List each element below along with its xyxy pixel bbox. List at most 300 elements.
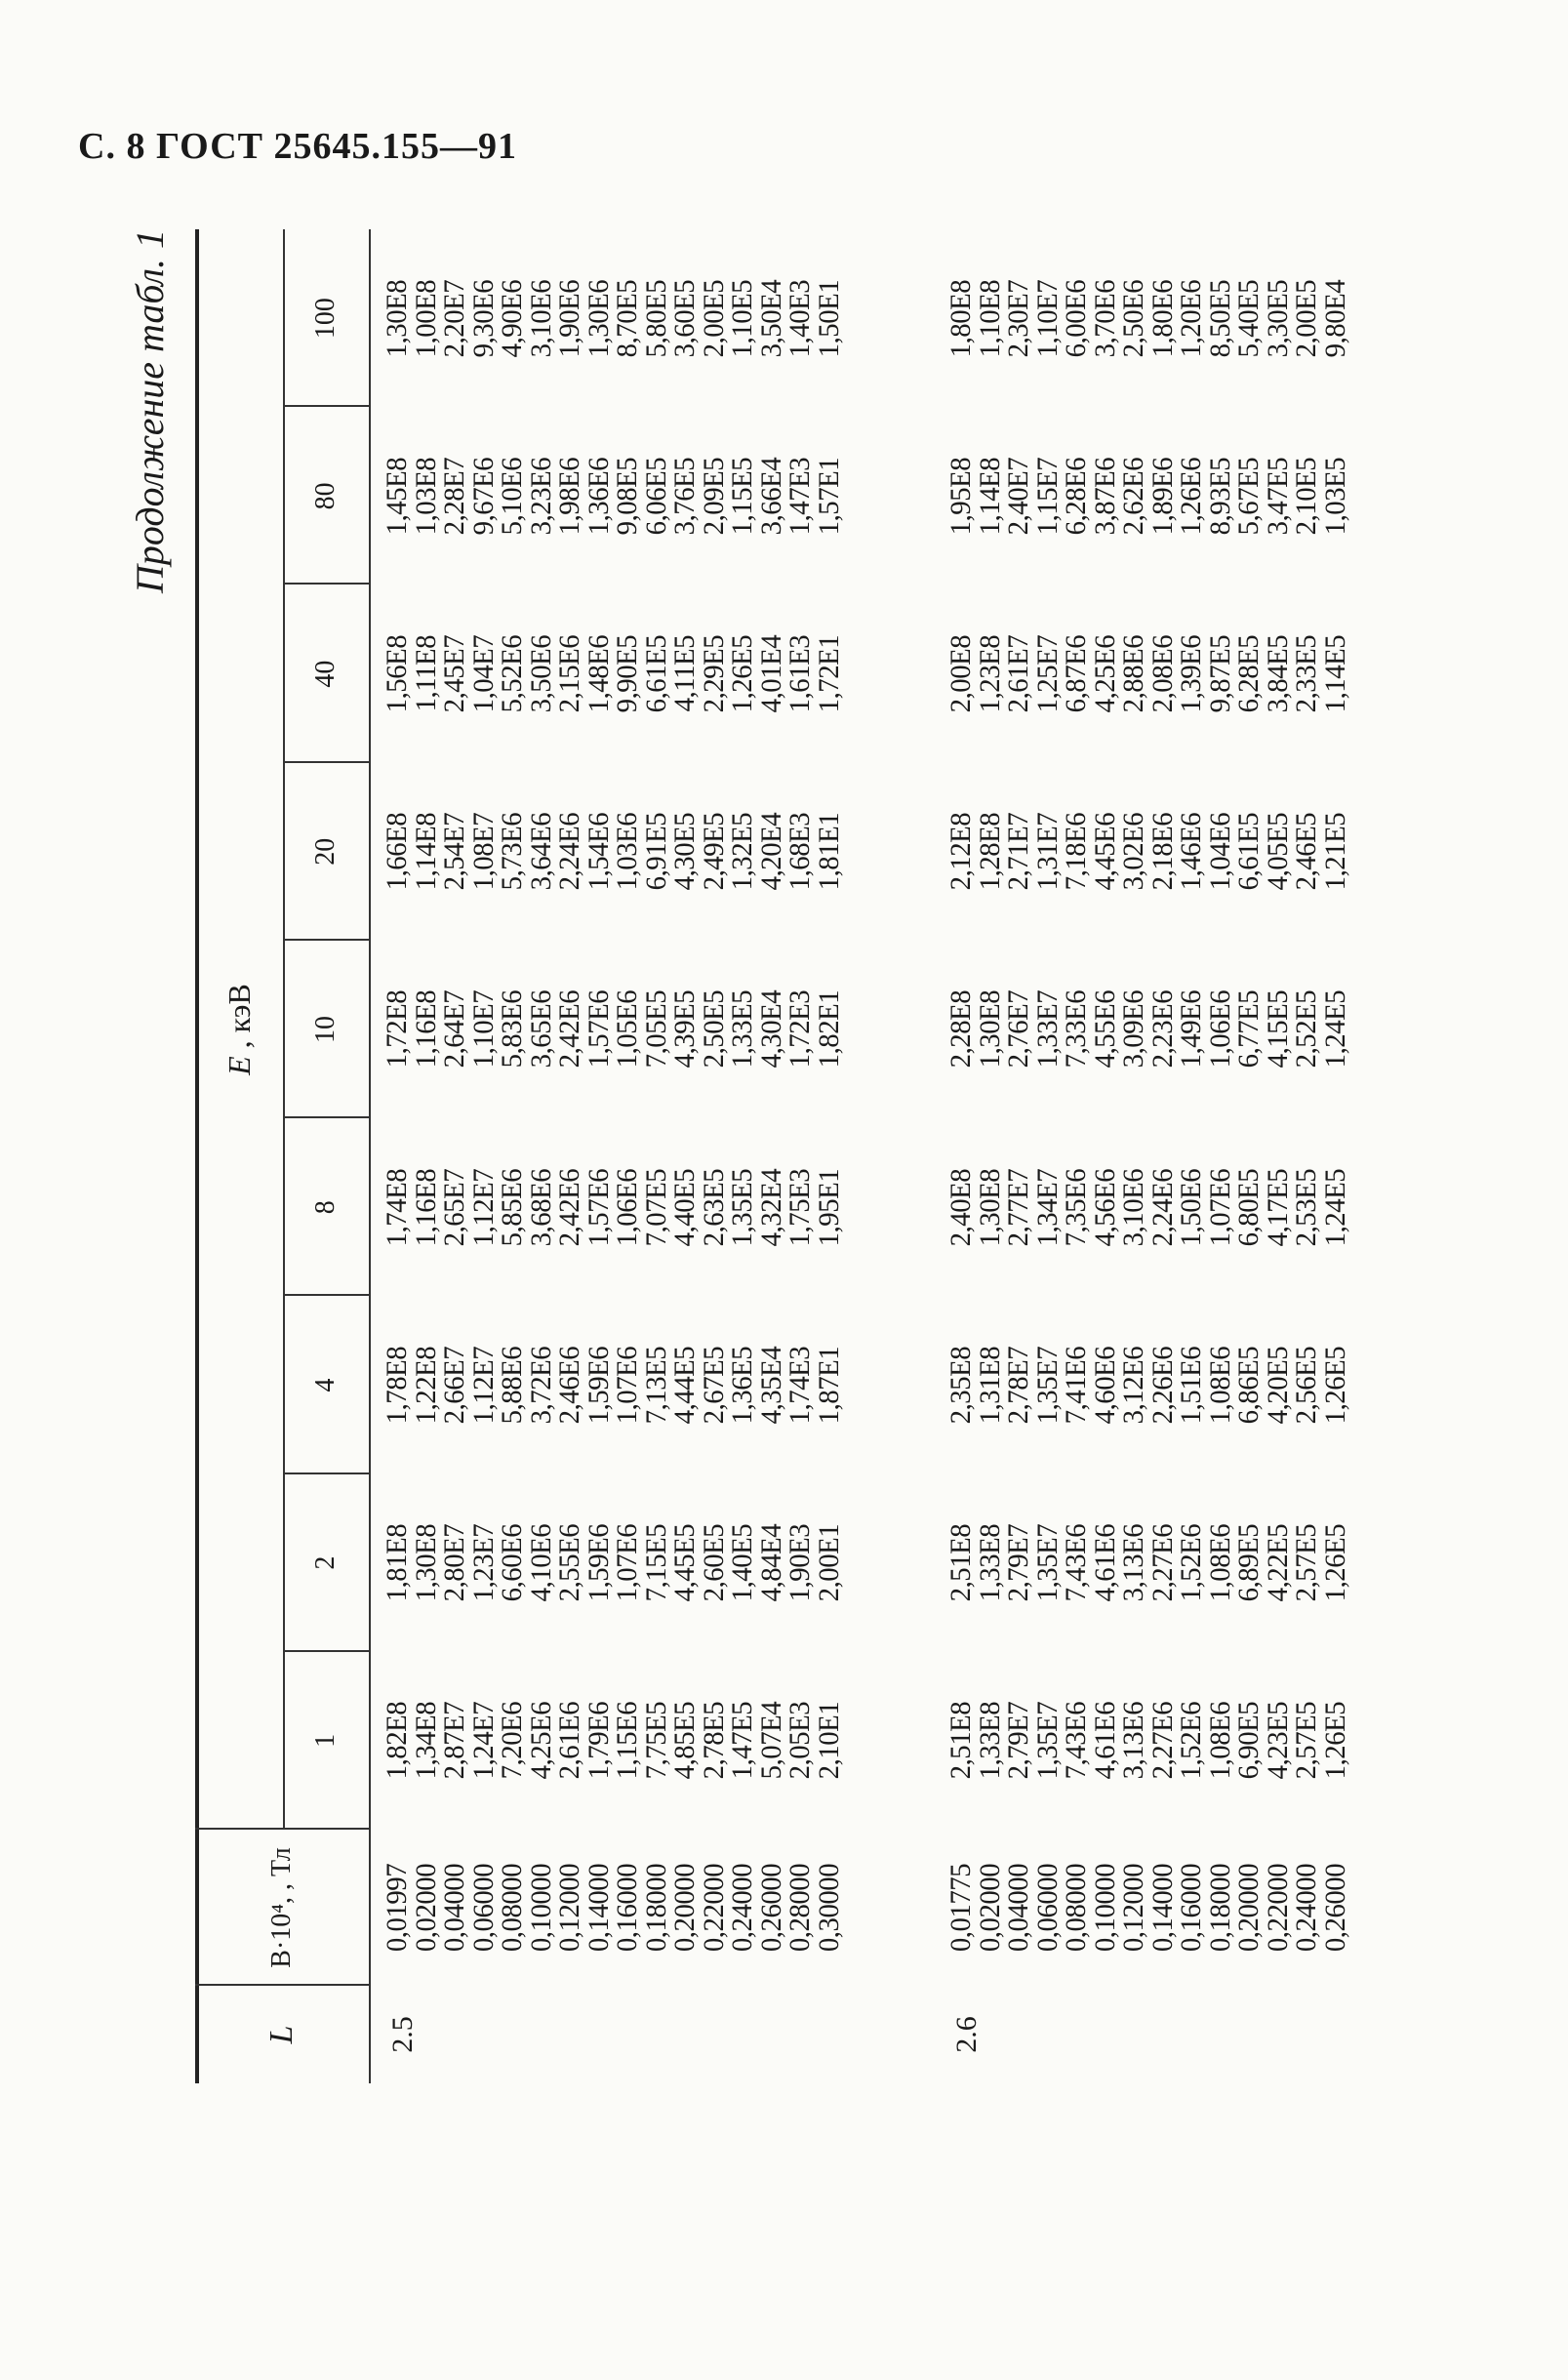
flux-cell: 2,33E5 [1290,634,1322,713]
energy-column [946,1652,1349,1830]
energy-column [382,229,843,407]
flux-cell: 3,76E5 [668,457,701,536]
energy-column-divider [283,761,369,763]
flux-cell: 1,48E6 [582,634,615,713]
flux-cell: 2,50E5 [697,990,730,1069]
flux-cell: 1,45E8 [381,457,413,536]
flux-cell: 1,15E6 [611,1702,643,1780]
flux-cell: 9,80E4 [1318,279,1351,357]
flux-cell: 1,75E3 [784,1168,816,1246]
flux-cell: 1,81E1 [812,813,845,891]
flux-cell: 2,20E7 [438,279,470,357]
energy-column [382,1474,843,1652]
energy-column [946,1474,1349,1652]
flux-cell: 6,00E6 [1060,279,1092,357]
flux-cell: 3,66E4 [754,457,787,536]
section-L-value: 2.6 [950,2016,983,2053]
flux-cell: 1,26E5 [1318,1346,1351,1425]
flux-cell: 3,64E6 [524,813,557,891]
flux-cell: 1,31E8 [973,1346,1006,1425]
energy-column [382,1652,843,1830]
standard-title: ГОСТ 25645.155—91 [155,126,517,167]
flux-cell: 1,74E8 [381,1168,413,1246]
flux-cell: 7,05E5 [639,990,672,1069]
flux-cell: 4,10E6 [524,1523,557,1602]
energy-symbol: E [221,1056,257,1075]
flux-cell: 2,09E5 [697,457,730,536]
energy-header-cell: 80 [310,482,341,510]
flux-cell: 2,40E8 [945,1168,977,1246]
flux-cell: 1,95E1 [812,1168,845,1246]
flux-cell: 1,36E5 [726,1346,758,1425]
flux-cell: 2,57E5 [1290,1702,1322,1780]
flux-cell: 1,95E8 [945,457,977,536]
energy-header-cell: 1 [310,1733,341,1748]
flux-cell: 3,13E6 [1117,1523,1149,1602]
B-value: 0,18000 [639,1863,672,1953]
B-value: 0,26000 [754,1863,787,1953]
B-value: 0,22000 [697,1863,730,1953]
flux-cell: 1,26E5 [726,634,758,713]
flux-cell: 3,12E6 [1117,1346,1149,1425]
flux-cell: 1,23E8 [973,634,1006,713]
flux-cell: 7,35E6 [1060,1168,1092,1246]
flux-cell: 1,30E8 [973,1168,1006,1246]
flux-cell: 1,54E6 [582,813,615,891]
flux-cell: 6,61E5 [639,634,672,713]
flux-cell: 1,10E7 [1030,279,1064,357]
flux-cell: 1,26E6 [1175,457,1207,536]
flux-cell: 5,83E6 [496,990,528,1069]
flux-cell: 1,49E6 [1175,990,1207,1069]
B-value: 0,14000 [582,1863,615,1953]
flux-cell: 4,30E4 [754,990,787,1069]
flux-cell: 6,61E5 [1232,813,1265,891]
flux-cell: 1,80E6 [1146,279,1179,357]
flux-cell: 4,23E5 [1261,1702,1294,1780]
flux-cell: 1,16E8 [409,990,442,1069]
B-value: 0,04000 [438,1863,470,1953]
flux-cell: 1,14E5 [1318,634,1351,713]
flux-cell: 1,05E6 [611,990,643,1069]
B-value: 0,10000 [1088,1863,1121,1953]
flux-cell: 3,09E6 [1117,990,1149,1069]
flux-cell: 4,45E6 [1088,813,1121,891]
flux-cell: 4,35E4 [754,1346,787,1425]
flux-cell: 2,78E5 [697,1702,730,1780]
header-bottom-rule [369,229,371,2083]
flux-cell: 8,50E5 [1203,279,1236,357]
flux-cell: 3,30E5 [1261,279,1294,357]
flux-cell: 4,84E4 [754,1523,787,1602]
flux-cell: 4,40E5 [668,1168,701,1246]
energy-header-cell: 10 [310,1016,341,1044]
flux-cell: 3,02E6 [1117,813,1149,891]
flux-cell: 2,26E6 [1146,1346,1179,1425]
flux-cell: 2,57E5 [1290,1523,1322,1602]
flux-cell: 7,15E5 [639,1523,672,1602]
flux-cell: 2,78E7 [1002,1346,1034,1425]
flux-cell: 5,67E5 [1232,457,1265,536]
flux-cell: 1,40E3 [784,279,816,357]
flux-cell: 1,00E8 [409,279,442,357]
flux-cell: 6,86E5 [1232,1346,1265,1425]
flux-cell: 2,00E8 [945,634,977,713]
flux-cell: 4,20E5 [1261,1346,1294,1425]
flux-cell: 2,87E7 [438,1702,470,1780]
flux-cell: 2,66E7 [438,1346,470,1425]
B-value: 0,20000 [668,1863,701,1953]
flux-cell: 3,60E5 [668,279,701,357]
flux-cell: 1,59E6 [582,1523,615,1602]
flux-cell: 6,91E5 [639,813,672,891]
B-column [946,1830,1349,1986]
flux-cell: 1,90E6 [553,279,585,357]
flux-cell: 1,35E7 [1030,1523,1064,1602]
flux-cell: 2,51E8 [945,1523,977,1602]
flux-cell: 3,87E6 [1088,457,1121,536]
flux-cell: 1,90E3 [784,1523,816,1602]
B-column [382,1830,843,1986]
flux-cell: 9,30E6 [466,279,500,357]
flux-cell: 1,10E7 [466,990,500,1069]
flux-cell: 2,35E8 [945,1346,977,1425]
flux-cell: 1,20E6 [1175,279,1207,357]
energy-column-divider [283,939,369,941]
flux-cell: 1,03E5 [1318,457,1351,536]
flux-cell: 1,08E6 [1203,1702,1236,1780]
flux-cell: 1,46E6 [1175,813,1207,891]
flux-cell: 2,30E7 [1002,279,1034,357]
flux-cell: 1,14E8 [973,457,1006,536]
flux-cell: 9,87E5 [1203,634,1236,713]
flux-cell: 2,00E5 [1290,279,1322,357]
flux-cell: 1,78E8 [381,1346,413,1425]
flux-cell: 2,54E7 [438,813,470,891]
energy-column [946,1296,1349,1473]
flux-cell: 1,26E5 [1318,1523,1351,1602]
flux-cell: 9,08E5 [611,457,643,536]
page-number: С. 8 [78,126,146,167]
flux-cell: 7,41E6 [1060,1346,1092,1425]
flux-cell: 9,90E5 [611,634,643,713]
flux-cell: 2,05E3 [784,1702,816,1780]
B-value: 0,16000 [611,1863,643,1953]
flux-cell: 1,80E8 [945,279,977,357]
section-L-value: 2.5 [386,2016,419,2053]
flux-cell: 1,82E8 [381,1702,413,1780]
flux-cell: 2,10E1 [812,1702,845,1780]
flux-cell: 5,85E6 [496,1168,528,1246]
energy-column-divider [283,583,369,585]
flux-cell: 2,67E5 [697,1346,730,1425]
flux-cell: 2,71E7 [1002,813,1034,891]
flux-cell: 5,07E4 [754,1702,787,1780]
flux-cell: 2,12E8 [945,813,977,891]
energy-column [382,763,843,941]
flux-cell: 4,20E4 [754,813,787,891]
flux-cell: 1,72E1 [812,634,845,713]
page-header [78,125,517,168]
flux-cell: 4,17E5 [1261,1168,1294,1246]
flux-cell: 2,77E7 [1002,1168,1034,1246]
flux-cell: 1,33E8 [973,1523,1006,1602]
flux-cell: 2,79E7 [1002,1702,1034,1780]
flux-cell: 3,84E5 [1261,634,1294,713]
flux-cell: 1,12E7 [466,1168,500,1246]
energy-header-cell: 8 [310,1200,341,1215]
table-continuation-caption: Продолжение табл. 1 [128,229,172,594]
B-value: 0,04000 [1002,1863,1034,1953]
flux-cell: 2,49E5 [697,813,730,891]
flux-cell: 4,45E5 [668,1523,701,1602]
flux-cell: 7,75E5 [639,1702,672,1780]
energy-column [946,1118,1349,1296]
flux-cell: 2,61E6 [553,1702,585,1780]
flux-cell: 1,03E8 [409,457,442,536]
flux-cell: 2,56E5 [1290,1346,1322,1425]
flux-cell: 3,13E6 [1117,1702,1149,1780]
column-header-E [195,229,283,1830]
flux-cell: 2,46E5 [1290,813,1322,891]
energy-header-cell: 20 [310,837,341,866]
flux-cell: 1,08E6 [1203,1346,1236,1425]
flux-cell: 4,56E6 [1088,1168,1121,1246]
flux-values [382,229,843,1830]
B-value: 0,01775 [945,1863,977,1953]
flux-cell: 1,32E5 [726,813,758,891]
flux-cell: 1,10E5 [726,279,758,357]
energy-column [946,407,1349,585]
flux-cell: 3,70E6 [1088,279,1121,357]
B-value: 0,14000 [1146,1863,1179,1953]
flux-cell: 1,40E5 [726,1523,758,1602]
flux-cell: 3,23E6 [524,457,557,536]
flux-cell: 1,57E6 [582,990,615,1069]
flux-cell: 4,61E6 [1088,1702,1121,1780]
flux-cell: 7,13E5 [639,1346,672,1425]
flux-cell: 2,18E6 [1146,813,1179,891]
B-value: 0,24000 [726,1863,758,1953]
energy-header-cell: 100 [310,298,341,340]
flux-cell: 1,72E3 [784,990,816,1069]
flux-cell: 4,15E5 [1261,990,1294,1069]
flux-cell: 7,20E6 [496,1702,528,1780]
flux-cell: 1,04E7 [466,634,500,713]
flux-cell: 4,90E6 [496,279,528,357]
energy-column [946,763,1349,941]
flux-cell: 5,80E5 [639,279,672,357]
B-value: 0,12000 [553,1863,585,1953]
flux-cell: 2,10E5 [1290,457,1322,536]
flux-cell: 1,03E6 [611,813,643,891]
flux-cell: 2,64E7 [438,990,470,1069]
energy-column [946,585,1349,762]
B-value: 0,06000 [466,1863,500,1953]
flux-cell: 2,60E5 [697,1523,730,1602]
flux-cell: 3,47E5 [1261,457,1294,536]
flux-cell: 2,53E5 [1290,1168,1322,1246]
flux-cell: 1,68E3 [784,813,816,891]
flux-cell: 4,11E5 [668,635,701,712]
energy-column [382,941,843,1118]
flux-cell: 4,01E4 [754,634,787,713]
flux-cell: 1,30E6 [582,279,615,357]
flux-cell: 1,07E6 [611,1346,643,1425]
flux-cell: 1,35E7 [1030,1702,1064,1780]
flux-cell: 2,42E6 [553,990,585,1069]
flux-cell: 1,26E5 [1318,1702,1351,1780]
flux-cell: 2,46E6 [553,1346,585,1425]
flux-cell: 1,33E8 [973,1702,1006,1780]
flux-cell: 1,30E8 [381,279,413,357]
flux-cell: 6,60E6 [496,1523,528,1602]
flux-cell: 1,66E8 [381,813,413,891]
flux-cell: 2,23E6 [1146,990,1179,1069]
flux-cell: 5,10E6 [496,457,528,536]
flux-cell: 9,67E6 [466,457,500,536]
energy-header-cell: 40 [310,660,341,688]
flux-cell: 1,79E6 [582,1702,615,1780]
flux-cell: 4,30E5 [668,813,701,891]
B-value: 0,20000 [1232,1863,1265,1953]
B-value: 0,24000 [1290,1863,1322,1953]
flux-cell: 1,30E8 [973,990,1006,1069]
energy-column [946,229,1349,407]
flux-cell: 6,89E5 [1232,1523,1265,1602]
flux-cell: 2,80E7 [438,1523,470,1602]
B-value: 0,22000 [1261,1863,1294,1953]
flux-cell: 1,04E6 [1203,813,1236,891]
energy-column [382,407,843,585]
B-value: 0,08000 [1060,1863,1092,1953]
flux-cell: 1,72E8 [381,990,413,1069]
flux-cell: 1,34E7 [1030,1168,1064,1246]
flux-cell: 1,35E7 [1030,1346,1064,1425]
flux-cell: 2,28E8 [945,990,977,1069]
flux-cell: 4,05E5 [1261,813,1294,891]
B-value: 0,10000 [524,1863,557,1953]
B-value: 0,02000 [973,1863,1006,1953]
flux-cell: 4,32E4 [754,1168,787,1246]
flux-cell: 1,07E6 [611,1523,643,1602]
energy-column [946,941,1349,1118]
flux-cell: 1,59E6 [582,1346,615,1425]
energy-header-row [283,229,369,1830]
flux-cell: 3,72E6 [524,1346,557,1425]
energy-column-divider [283,1650,369,1652]
flux-cell: 1,87E1 [812,1346,845,1425]
flux-cell: 2,76E7 [1002,990,1034,1069]
flux-cell: 1,08E6 [1203,1523,1236,1602]
B-value: 0,06000 [1030,1863,1064,1953]
flux-cell: 7,33E6 [1060,990,1092,1069]
flux-cell: 1,24E7 [466,1702,500,1780]
flux-cell: 2,28E7 [438,457,470,536]
flux-cell: 1,06E6 [1203,990,1236,1069]
flux-cell: 4,44E5 [668,1346,701,1425]
flux-cell: 1,21E5 [1318,813,1351,891]
flux-cell: 1,34E8 [409,1702,442,1780]
energy-column [382,1296,843,1473]
B-value: 0,26000 [1318,1863,1351,1953]
flux-cell: 1,24E5 [1318,1168,1351,1246]
flux-cell: 6,90E5 [1232,1702,1265,1780]
flux-cell: 4,25E6 [1088,634,1121,713]
flux-cell: 2,52E5 [1290,990,1322,1069]
flux-cell: 2,88E6 [1117,634,1149,713]
flux-cell: 2,55E6 [553,1523,585,1602]
energy-header-cell: 2 [310,1555,341,1570]
energy-column-divider [283,405,369,407]
flux-cell: 2,79E7 [1002,1523,1034,1602]
flux-cell: 1,15E7 [1030,457,1064,536]
column-divider [195,1984,369,1986]
B-value: 0,18000 [1203,1863,1236,1953]
flux-cell: 2,63E5 [697,1168,730,1246]
flux-cell: 1,23E7 [466,1523,500,1602]
flux-cell: 2,27E6 [1146,1523,1179,1602]
flux-cell: 2,27E6 [1146,1702,1179,1780]
flux-cell: 1,35E5 [726,1168,758,1246]
flux-cell: 1,57E6 [582,1168,615,1246]
flux-cell: 3,10E6 [1117,1168,1149,1246]
flux-values [946,229,1349,1830]
flux-cell: 1,06E6 [611,1168,643,1246]
flux-cell: 2,24E6 [553,813,585,891]
column-header-L: L [263,2025,300,2044]
flux-cell: 2,29E5 [697,634,730,713]
flux-cell: 4,22E5 [1261,1523,1294,1602]
B-value: 0,08000 [496,1863,528,1953]
flux-cell: 6,28E5 [1232,634,1265,713]
flux-cell: 1,61E3 [784,634,816,713]
flux-cell: 2,40E7 [1002,457,1034,536]
rotated-table-block [127,229,1473,2083]
flux-cell: 1,14E8 [409,813,442,891]
flux-cell: 7,07E5 [639,1168,672,1246]
flux-cell: 3,50E6 [524,634,557,713]
flux-cell: 1,16E8 [409,1168,442,1246]
flux-cell: 1,89E6 [1146,457,1179,536]
B-value: 0,16000 [1175,1863,1207,1953]
flux-cell: 2,61E7 [1002,634,1034,713]
flux-cell: 6,06E5 [639,457,672,536]
flux-cell: 1,36E6 [582,457,615,536]
flux-cell: 1,47E3 [784,457,816,536]
flux-cell: 4,85E5 [668,1702,701,1780]
flux-cell: 2,00E5 [697,279,730,357]
B-value: 0,01997 [381,1863,413,1953]
flux-cell: 1,08E7 [466,813,500,891]
flux-cell: 3,10E6 [524,279,557,357]
flux-cell: 6,77E5 [1232,990,1265,1069]
flux-cell: 1,30E8 [409,1523,442,1602]
energy-column-divider [283,1116,369,1118]
flux-cell: 1,47E5 [726,1702,758,1780]
flux-cell: 3,50E4 [754,279,787,357]
table-section-L-2.5 [382,229,843,2083]
flux-cell: 1,52E6 [1175,1523,1207,1602]
flux-cell: 6,80E5 [1232,1168,1265,1246]
flux-cell: 7,18E6 [1060,813,1092,891]
flux-cell: 2,45E7 [438,634,470,713]
flux-cell: 1,50E1 [812,279,845,357]
flux-cell: 2,42E6 [553,1168,585,1246]
energy-column [382,585,843,762]
flux-cell: 1,50E6 [1175,1168,1207,1246]
flux-cell: 8,93E5 [1203,457,1236,536]
